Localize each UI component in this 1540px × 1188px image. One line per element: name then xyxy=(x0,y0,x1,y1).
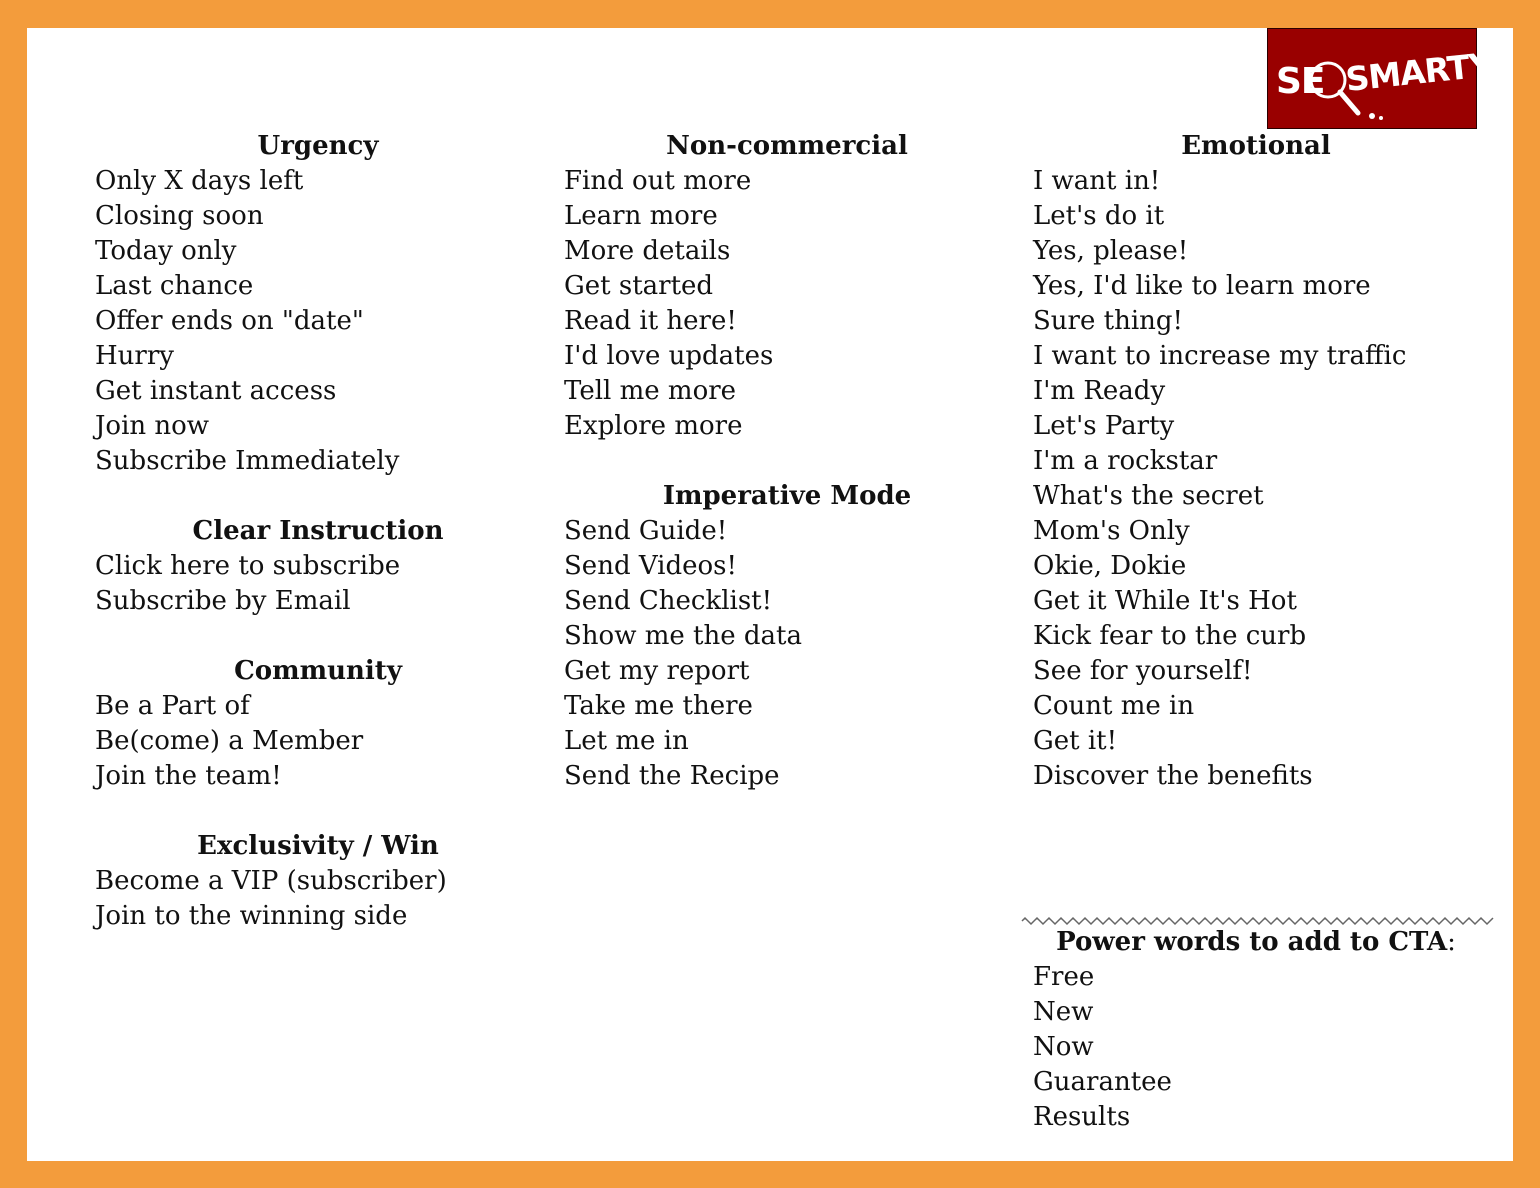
section-heading: Imperative Mode xyxy=(662,481,912,511)
section-heading: Exclusivity / Win xyxy=(197,831,439,861)
list-item: Send the Recipe xyxy=(564,761,780,791)
column-middle xyxy=(564,129,1024,794)
list-item: Hurry xyxy=(95,341,174,371)
list-item: Get started xyxy=(564,271,714,301)
seosmarty-logo xyxy=(1267,28,1494,129)
section-heading: Clear Instruction xyxy=(192,516,444,546)
list-item: Sure thing! xyxy=(1033,306,1183,336)
list-item: Now xyxy=(1033,1032,1094,1062)
list-item: Mom's Only xyxy=(1033,516,1190,546)
list-item: Be a Part of xyxy=(95,691,250,721)
svg-text:SE: SE xyxy=(1276,61,1325,102)
list-item: Yes, please! xyxy=(1033,236,1189,266)
list-item: Send Checklist! xyxy=(564,586,773,616)
list-item: What's the secret xyxy=(1033,481,1264,511)
list-item: Tell me more xyxy=(564,376,737,406)
list-item: Explore more xyxy=(564,411,743,441)
list-item: Kick fear to the curb xyxy=(1033,621,1307,651)
list-item: Count me in xyxy=(1033,691,1195,721)
list-item: I want in! xyxy=(1033,166,1161,196)
section-community xyxy=(95,654,555,794)
section-urgency xyxy=(95,129,555,479)
list-item: Today only xyxy=(95,236,237,266)
list-item: I'm Ready xyxy=(1033,376,1166,406)
list-item: Read it here! xyxy=(564,306,737,336)
list-item: Subscribe Immediately xyxy=(95,446,400,476)
list-item: Closing soon xyxy=(95,201,264,231)
list-item: Find out more xyxy=(564,166,752,196)
list-item: Get my report xyxy=(564,656,750,686)
list-item: I'd love updates xyxy=(564,341,774,371)
list-item: Join to the winning side xyxy=(95,901,408,931)
section-power-words xyxy=(1033,925,1493,1135)
list-item: Let's do it xyxy=(1033,201,1165,231)
list-item: Send Guide! xyxy=(564,516,728,546)
list-item: Learn more xyxy=(564,201,718,231)
list-item: Get it! xyxy=(1033,726,1118,756)
list-item: Let me in xyxy=(564,726,689,756)
list-item: Join the team! xyxy=(95,761,282,791)
list-item: Get it While It's Hot xyxy=(1033,586,1297,616)
list-item: New xyxy=(1033,997,1094,1027)
list-item: More details xyxy=(564,236,731,266)
list-item: Send Videos! xyxy=(564,551,737,581)
section-non-commercial xyxy=(564,129,1024,444)
logo-graphic xyxy=(1268,29,1494,128)
list-item: Become a VIP (subscriber) xyxy=(95,866,447,896)
column-left xyxy=(95,129,555,934)
list-item: Yes, I'd like to learn more xyxy=(1033,271,1371,301)
list-item: Show me the data xyxy=(564,621,802,651)
list-item: Free xyxy=(1033,962,1095,992)
list-item: Join now xyxy=(95,411,210,441)
list-item: Last chance xyxy=(95,271,254,301)
list-item: Get instant access xyxy=(95,376,337,406)
list-item: Click here to subscribe xyxy=(95,551,401,581)
section-emotional xyxy=(1033,129,1493,794)
list-item: Offer ends on "date" xyxy=(95,306,364,336)
list-item: Subscribe by Email xyxy=(95,586,351,616)
list-item: Okie, Dokie xyxy=(1033,551,1187,581)
section-clear-instruction xyxy=(95,514,555,619)
list-item: Guarantee xyxy=(1033,1067,1172,1097)
list-item: Be(come) a Member xyxy=(95,726,364,756)
list-item: Discover the benefits xyxy=(1033,761,1313,791)
list-item: Let's Party xyxy=(1033,411,1175,441)
section-heading: Urgency xyxy=(257,131,379,161)
svg-text:SMARTY: SMARTY xyxy=(1343,44,1494,99)
column-right xyxy=(1033,129,1493,794)
section-heading: Non-commercial xyxy=(666,131,908,161)
list-item: See for yourself! xyxy=(1033,656,1253,686)
power-heading-text: Power words to add to CTA xyxy=(1056,927,1448,957)
section-heading: Community xyxy=(234,656,402,686)
power-heading-colon: : xyxy=(1447,927,1456,957)
list-item: I'm a rockstar xyxy=(1033,446,1218,476)
section-imperative-mode xyxy=(564,479,1024,794)
section-exclusivity xyxy=(95,829,555,934)
list-item: Only X days left xyxy=(95,166,304,196)
list-item: I want to increase my traffic xyxy=(1033,341,1407,371)
list-item: Results xyxy=(1033,1102,1131,1132)
document-page xyxy=(27,28,1513,1161)
section-heading: Emotional xyxy=(1181,131,1331,161)
list-item: Take me there xyxy=(564,691,753,721)
section-heading xyxy=(1033,925,1479,960)
